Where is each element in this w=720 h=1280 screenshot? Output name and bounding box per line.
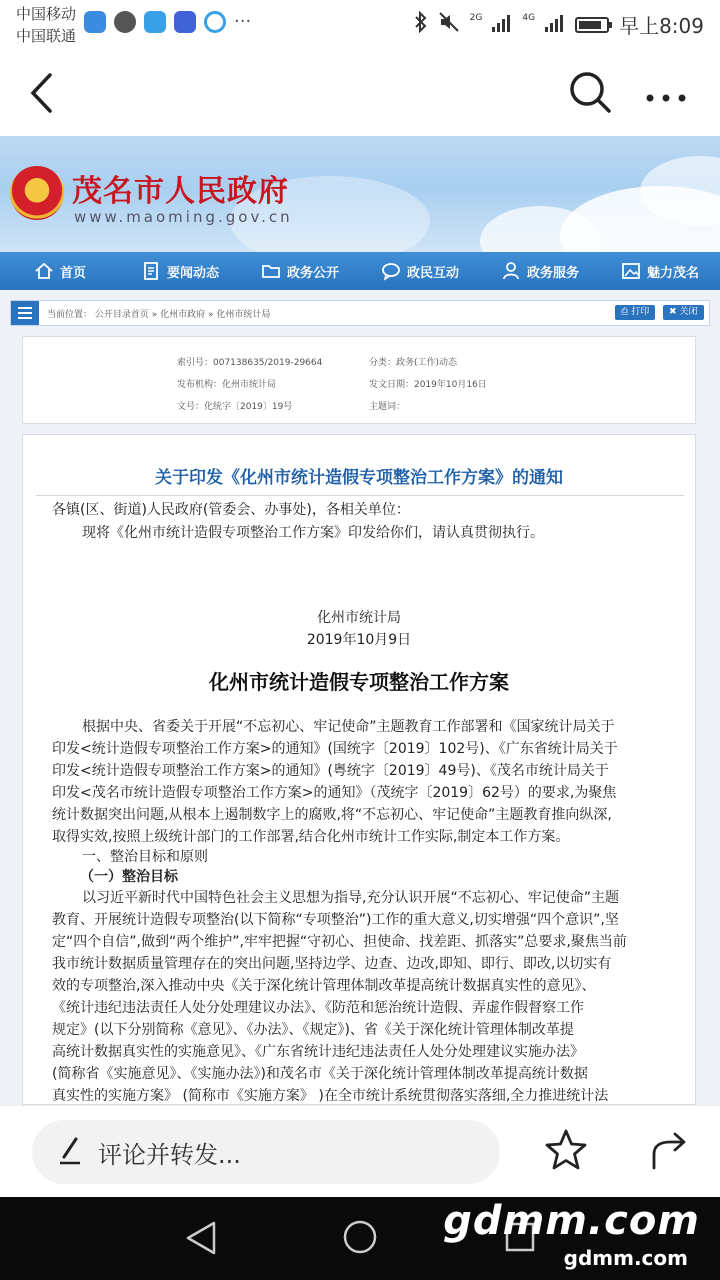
folder-icon (261, 261, 281, 281)
site-url: www.maoming.gov.cn (74, 208, 293, 226)
battery-level (579, 21, 601, 29)
list-icon (11, 301, 39, 325)
back-icon[interactable] (28, 72, 56, 118)
site-banner (0, 136, 720, 252)
bluetooth-icon (414, 11, 428, 38)
shield-app-icon (84, 11, 106, 33)
signal-icon-2 (545, 13, 565, 37)
paragraph-line: 取得实效,按照上级统计部门的工作部署,结合化州市统计工作实际,制定本工作方案。 (52, 829, 570, 845)
meta-index-no: 索引号：007138635/2019-29664 (177, 358, 323, 368)
network-4g-label: 4G (522, 12, 536, 23)
pencil-icon (58, 1135, 84, 1169)
carrier-2: 中国联通 (16, 27, 77, 45)
menu-label: 政民互动 (406, 265, 459, 281)
print-button[interactable] (615, 305, 655, 320)
close-label: 关闭 (679, 307, 698, 317)
watermark-text: gdmm.com (563, 1246, 688, 1270)
paragraph-line: 印发<茂名市统计造假专项整治工作方案>的通知》（茂统字〔2019〕62号）的要求,为聚焦 (52, 785, 617, 801)
battery-icon (575, 17, 609, 33)
signal-icon (492, 13, 512, 37)
paragraph-line: 我市统计数据质量管理存在的突出问题,坚持边学、边查、边改,即知、即行、即改,以切实有 (52, 956, 612, 972)
mute-icon (438, 11, 460, 38)
section-heading: 一、整治目标和原则 (82, 849, 208, 865)
site-title[interactable]: 茂名市人民政府 (72, 174, 289, 209)
printer-icon: ⎙ (621, 307, 629, 317)
home-icon (34, 261, 54, 281)
user-icon (501, 261, 521, 281)
print-label: 打印 (631, 307, 650, 317)
paragraph-line: 效的专项整治,深入推动中央《关于深化统计管理体制改革提高统计数据真实性的意见》、 (52, 978, 596, 994)
share-icon[interactable] (648, 1128, 692, 1176)
paragraph-line: 规定》(以下分别简称《意见》、《办法》、《规定》)、省《关于深化统计管理体制改革提 (52, 1022, 574, 1038)
paragraph-line: 真实性的实施方案》 (简称市《实施方案》 )在全市统计系统贯彻落实落细,全力推进统计法 (52, 1088, 609, 1104)
paragraph-line: 印发<统计造假专项整治工作方案>的通知》(粤统字〔2019〕49号)、《茂名市统计局关于 (52, 763, 609, 779)
national-emblem-icon (10, 166, 64, 220)
status-bar (0, 0, 720, 52)
document-meta (22, 336, 696, 424)
menu-item-home[interactable] (0, 252, 120, 290)
menu-label: 要闻动态 (166, 265, 219, 281)
meta-publisher: 发布机构：化州市统计局 (177, 380, 277, 390)
more-notifications-icon: ··· (234, 11, 252, 32)
comment-bar (0, 1105, 720, 1198)
paragraph-line: 根据中央、省委关于开展“不忘初心、牢记使命”主题教育工作部署和《国家统计局关于 (82, 719, 615, 735)
paragraph-line: 《统计违纪违法责任人处分处理建议办法》、《防范和惩治统计造假、弄虚作假督察工作 (52, 1000, 584, 1016)
notice-title: 关于印发《化州市统计造假专项整治工作方案》的通知 (155, 468, 563, 488)
comment-placeholder: 评论并转发... (98, 1140, 241, 1169)
watermark-logo: gdmm.com (443, 1198, 700, 1244)
letter-recipients: 各镇(区、街道)人民政府(管委会、办事处)，各相关单位： (52, 502, 410, 518)
breadcrumb (10, 300, 710, 326)
meta-category: 分类：政务(工作)动态 (369, 358, 458, 368)
notification-icons (84, 11, 251, 33)
nav-home-icon[interactable] (342, 1219, 378, 1259)
clock: 早上8:09 (619, 14, 704, 38)
comment-input[interactable] (32, 1120, 500, 1184)
search-icon[interactable] (568, 70, 612, 118)
divider (36, 495, 684, 496)
paragraph-line: 以习近平新时代中国特色社会主义思想为指导,充分认识开展“不忘初心、牢记使命”主题 (82, 890, 619, 906)
menu-item-public-affairs[interactable] (240, 252, 360, 290)
menu-item-services[interactable] (480, 252, 600, 290)
letter-body: 现将《化州市统计造假专项整治工作方案》印发给你们，请认真贯彻执行。 (82, 525, 544, 541)
favorite-star-icon[interactable] (544, 1128, 588, 1176)
app-toolbar (0, 52, 720, 136)
letter-signature: 化州市统计局 (317, 610, 401, 626)
menu-label: 首页 (59, 265, 86, 281)
chat-app-icon (114, 11, 136, 33)
status-right (414, 10, 704, 39)
meta-doc-no: 文号：化统字〔2019〕19号 (177, 402, 293, 412)
network-2g-label: 2G (469, 12, 483, 23)
paragraph-line: 教育、开展统计造假专项整治(以下简称“专项整治”)工作的重大意义,切实增强“四个意识”,坚 (52, 912, 619, 928)
menu-label: 政务服务 (526, 265, 579, 281)
browser-app-icon (204, 11, 226, 33)
document-icon (141, 261, 161, 281)
paragraph-line: 印发<统计造假专项整治工作方案>的通知》(国统字〔2019〕102号)、《广东省统计局关于 (52, 741, 618, 757)
site-menu (0, 252, 720, 290)
close-icon: ✖ (669, 307, 677, 317)
more-options-icon[interactable] (644, 88, 688, 107)
letter-signature-date: 2019年10月9日 (306, 632, 412, 648)
meta-date: 发文日期：2019年10月16日 (369, 380, 487, 390)
image-icon (621, 261, 641, 281)
carrier-1: 中国移动 (16, 5, 77, 23)
nav-back-icon[interactable] (184, 1219, 218, 1261)
meta-subject: 主题词： (369, 402, 406, 412)
menu-label: 政务公开 (286, 265, 339, 281)
close-button[interactable] (663, 305, 704, 320)
paragraph-line: 高统计数据真实性的实施意见》、《广东省统计违纪违法责任人处分处理建议实施办法》 (52, 1044, 584, 1060)
subsection-heading: （一）整治目标 (80, 869, 178, 885)
chat-icon (381, 261, 401, 281)
plan-title: 化州市统计造假专项整治工作方案 (209, 670, 509, 694)
map-app-icon (144, 11, 166, 33)
breadcrumb-text[interactable]: 当前位置： 公开目录首页 » 化州市政府 » 化州市统计局 (47, 310, 271, 320)
news-app-icon (174, 11, 196, 33)
menu-item-interaction[interactable] (360, 252, 480, 290)
paragraph-line: 定“四个自信”,做到“两个维护”,牢牢把握“守初心、担使命、找差距、抓落实”总要求,聚焦当前 (52, 934, 627, 950)
paragraph-line: (简称省《实施意见》、《实施办法》)和茂名市《关于深化统计管理体制改革提高统计数据 (52, 1066, 588, 1082)
menu-label: 魅力茂名 (646, 265, 699, 281)
menu-item-news[interactable] (120, 252, 240, 290)
paragraph-line: 统计数据突出问题,从根本上遏制数字上的腐败,将“不忘初心、牢记使命”主题教育推向纵深, (52, 807, 612, 823)
menu-item-charm[interactable] (600, 252, 720, 290)
